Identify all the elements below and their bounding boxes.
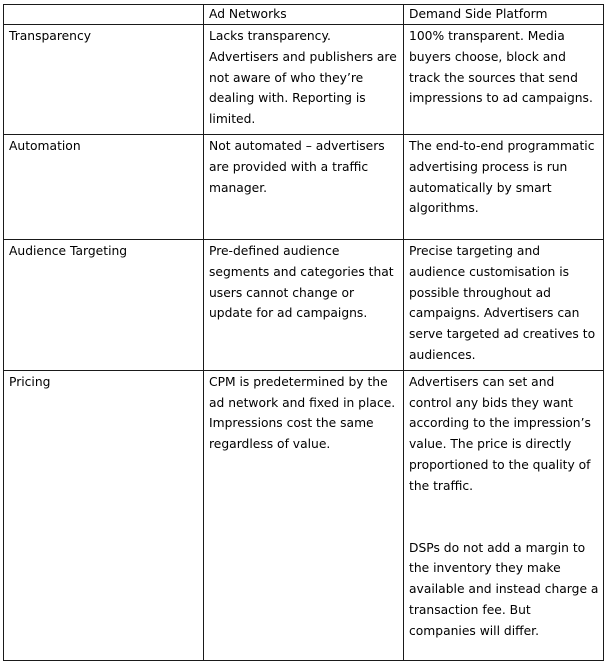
row-label: Transparency: [4, 25, 204, 135]
header-cell-empty: [4, 5, 204, 25]
comparison-table: [3, 4, 604, 661]
dsp-cell: [404, 134, 604, 239]
dsp-paragraph: DSPs do not add a margin to the inventory they make available and instead charge a transaction fee. But companies will differ.: [409, 540, 599, 638]
ad-networks-cell: Not automated – advertisers are provided with a traffic manager.: [204, 134, 404, 239]
dsp-cell: [404, 25, 604, 135]
dsp-paragraph: 100% transparent. Media buyers choose, block and track the sources that send impressions to ad campaigns.: [409, 29, 593, 106]
row-label: Automation: [4, 134, 204, 239]
table-row: [4, 239, 604, 370]
table-row: [4, 370, 604, 660]
ad-networks-cell: CPM is predetermined by the ad network and fixed in place. Impressions cost the same regardless of value.: [204, 370, 404, 660]
dsp-cell: [404, 239, 604, 370]
dsp-paragraph: The end-to-end programmatic advertising process is run automatically by smart algorithms.: [409, 138, 595, 216]
dsp-paragraph: Precise targeting and audience customisation is possible throughout ad campaigns. Advertisers can serve targeted ad creatives to audiences.: [409, 243, 596, 362]
ad-networks-cell: Pre-defined audience segments and categories that users cannot change or update for ad campaigns.: [204, 239, 404, 370]
header-cell-dsp: Demand Side Platform: [404, 5, 604, 25]
dsp-paragraph: Advertisers can set and control any bids they want according to the impression’s value. The price is directly proportioned to the quality of the traffic.: [409, 374, 591, 493]
table-row: [4, 134, 604, 239]
ad-networks-cell: Lacks transparency. Advertisers and publishers are not aware of who they’re dealing with. Reporting is limited.: [204, 25, 404, 135]
row-label: Pricing: [4, 370, 204, 660]
dsp-cell: [404, 370, 604, 660]
row-label: Audience Targeting: [4, 239, 204, 370]
table-header-row: [4, 5, 604, 25]
header-cell-ad-networks: Ad Networks: [204, 5, 404, 25]
table-row: [4, 25, 604, 135]
